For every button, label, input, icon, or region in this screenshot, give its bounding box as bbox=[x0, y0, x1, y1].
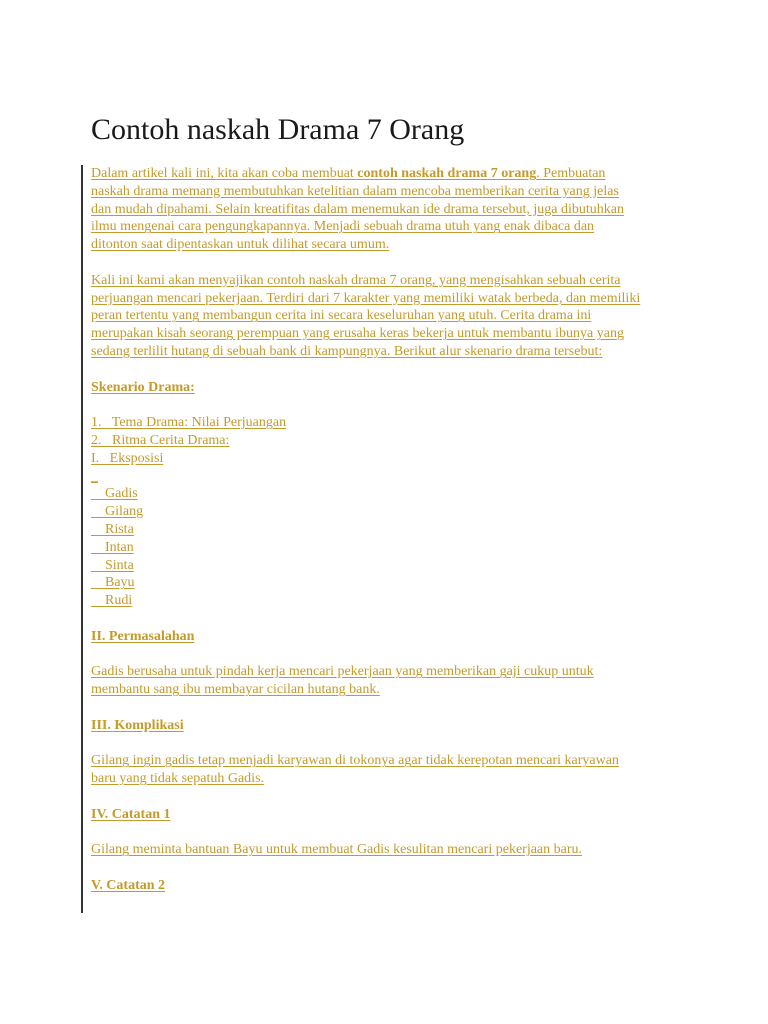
catatan2-heading[interactable]: V. Catatan 2 bbox=[91, 877, 166, 893]
para2-line-2[interactable]: perjuangan mencari pekerjaan. Terdiri dari 7 karakter yang memiliki watak berbeda, dan memiliki bbox=[91, 290, 641, 306]
komplikasi-heading[interactable]: III. Komplikasi bbox=[91, 717, 184, 733]
intro-line-2[interactable]: naskah drama memang membutuhkan ketelitian dalam mencoba memberikan cerita yang jelas bbox=[91, 183, 619, 199]
quote-bar bbox=[81, 165, 83, 913]
outline-item[interactable]: 2. Ritma Cerita Drama: bbox=[91, 432, 230, 448]
character-item[interactable]: Rista bbox=[91, 521, 134, 537]
intro-line-3[interactable]: dan mudah dipahami. Selain kreatifitas dalam menemukan ide drama tersebut, juga dibutuhkan bbox=[91, 201, 625, 217]
outline-item[interactable]: I. Eksposisi bbox=[91, 450, 164, 466]
spacer bbox=[91, 254, 691, 272]
permasalahan-line-1[interactable]: Gadis berusaha untuk pindah kerja mencari pekerjaan yang memberikan gaji cukup untuk bbox=[91, 664, 594, 680]
komplikasi-line-1[interactable]: Gilang ingin gadis tetap menjadi karyawan di tokonya agar tidak kerepotan mencari karyawan bbox=[91, 753, 619, 769]
character-item[interactable]: Bayu bbox=[91, 575, 135, 591]
spacer bbox=[91, 610, 691, 628]
character-item[interactable]: Rudi bbox=[91, 593, 133, 609]
spacer bbox=[91, 735, 691, 753]
intro-line-4[interactable]: ilmu mengenai cara pengungkapannya. Menjadi sebuah drama utuh yang enak dibaca dan bbox=[91, 219, 595, 235]
spacer bbox=[91, 396, 691, 414]
character-item[interactable]: Gilang bbox=[91, 504, 144, 520]
permasalahan-line-2[interactable]: membantu sang ibu membayar cicilan hutang bank. bbox=[91, 682, 380, 698]
character-item[interactable]: Intan bbox=[91, 539, 134, 555]
para2-line-3[interactable]: peran tertentu yang membangun cerita ini secara keseluruhan yang utuh. Cerita drama ini bbox=[91, 308, 592, 324]
character-item[interactable]: Gadis bbox=[91, 486, 138, 502]
intro-text[interactable]: Dalam artikel kali ini, kita akan coba membuat bbox=[91, 166, 358, 181]
para2-line-1[interactable]: Kali ini kami akan menyajikan contoh naskah drama 7 orang, yang mengisahkan sebuah cerita bbox=[91, 272, 621, 288]
spacer bbox=[91, 823, 691, 841]
article-body bbox=[91, 165, 691, 895]
outline-item[interactable]: 1. Tema Drama: Nilai Perjuangan bbox=[91, 415, 287, 431]
catatan1-line-1[interactable]: Gilang meminta bantuan Bayu untuk membuat Gadis kesulitan mencari pekerjaan baru. bbox=[91, 842, 583, 858]
para2-line-5[interactable]: sedang terlilit hutang di sebuah bank di kampungnya. Berikut alur skenario drama tersebut: bbox=[91, 343, 603, 359]
keyword-link[interactable]: contoh naskah drama 7 orang bbox=[357, 166, 537, 181]
page-title: Contoh naskah Drama 7 Orang bbox=[91, 113, 465, 146]
spacer bbox=[91, 788, 691, 806]
spacer bbox=[91, 361, 691, 379]
spacer bbox=[91, 699, 691, 717]
character-item[interactable]: Sinta bbox=[91, 557, 134, 573]
komplikasi-line-2[interactable]: baru yang tidak sepatuh Gadis. bbox=[91, 771, 265, 787]
spacer bbox=[91, 859, 691, 877]
catatan1-heading[interactable]: IV. Catatan 1 bbox=[91, 806, 171, 822]
intro-line-1[interactable] bbox=[91, 165, 691, 183]
permasalahan-heading[interactable]: II. Permasalahan bbox=[91, 628, 195, 644]
skenario-heading[interactable]: Skenario Drama: bbox=[91, 379, 195, 395]
para2-line-4[interactable]: merupakan kisah seorang perempuan yang erusaha keras bekerja untuk membantu ibunya yang bbox=[91, 326, 624, 342]
intro-text[interactable]: . Pembuatan bbox=[536, 166, 606, 181]
spacer bbox=[91, 646, 691, 664]
intro-line-5[interactable]: ditonton saat dipentaskan untuk dilihat secara umum. bbox=[91, 237, 390, 253]
outline-item[interactable]: _ bbox=[91, 468, 98, 484]
